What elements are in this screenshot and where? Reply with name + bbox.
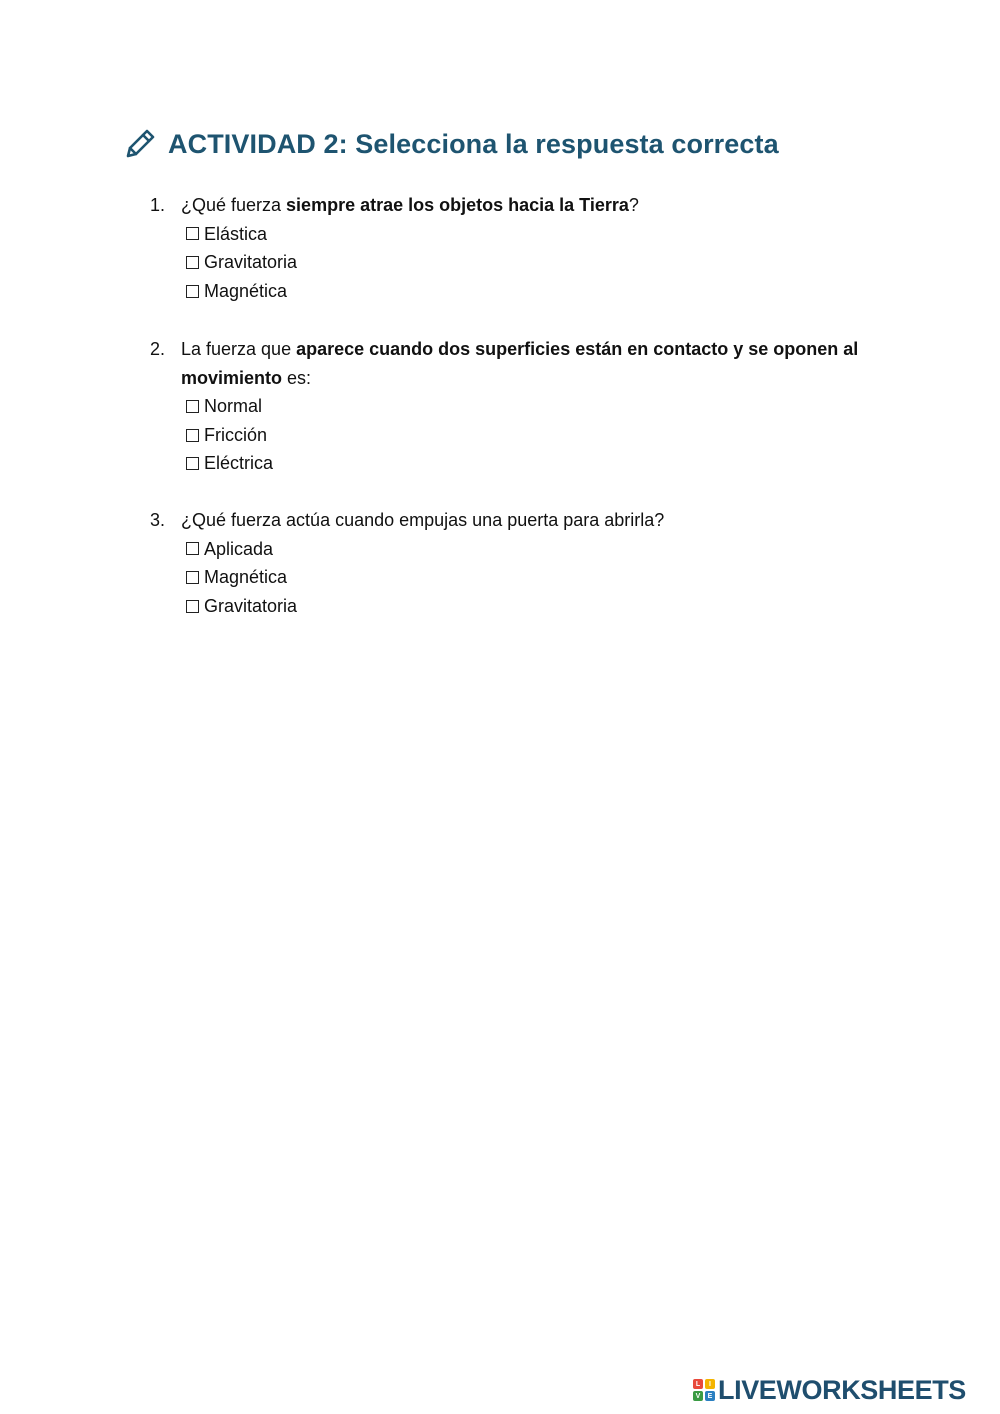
option-item[interactable] xyxy=(186,421,910,450)
option-item[interactable] xyxy=(186,592,910,621)
option-label: Gravitatoria xyxy=(204,595,298,616)
logo-text: LIVEWORKSHEETS xyxy=(718,1374,966,1405)
question-text-bold: siempre atrae los objetos hacia la Tierra xyxy=(286,195,629,215)
option-label: Magnética xyxy=(204,280,288,301)
question-2 xyxy=(150,335,910,478)
checkbox[interactable] xyxy=(186,542,199,555)
option-item[interactable] xyxy=(186,449,910,478)
checkbox[interactable] xyxy=(186,571,199,584)
option-label: Aplicada xyxy=(204,538,274,559)
checkbox[interactable] xyxy=(186,227,199,240)
page-title: ACTIVIDAD 2: Selecciona la respuesta correcta xyxy=(168,128,779,159)
checkbox[interactable] xyxy=(186,457,199,470)
activity-header xyxy=(122,124,779,164)
logo-mark xyxy=(693,1379,715,1401)
checkbox[interactable] xyxy=(186,429,199,442)
option-label: Magnética xyxy=(204,567,288,588)
checkbox[interactable] xyxy=(186,400,199,413)
logo-letter-v: V xyxy=(693,1391,703,1401)
option-item[interactable] xyxy=(186,392,910,421)
question-text-part: ? xyxy=(628,195,639,215)
question-text-part: ¿Qué fuerza xyxy=(181,195,287,215)
question-1 xyxy=(150,191,910,305)
option-label: Fricción xyxy=(204,424,268,445)
question-text-part: es: xyxy=(282,367,312,388)
option-item[interactable] xyxy=(186,563,910,592)
option-item[interactable] xyxy=(186,535,910,564)
option-label: Gravitatoria xyxy=(204,252,298,273)
liveworksheets-logo xyxy=(693,1373,966,1407)
question-number: 3. xyxy=(150,510,166,530)
option-label: Elástica xyxy=(204,223,268,244)
option-label: Normal xyxy=(204,396,263,417)
question-text xyxy=(181,506,910,535)
option-item[interactable] xyxy=(186,220,910,249)
question-text-bold: aparece cuando dos superficies están en contacto y se oponen al movimiento xyxy=(181,339,859,388)
option-item[interactable] xyxy=(186,248,910,277)
option-label: Eléctrica xyxy=(204,453,274,474)
question-3 xyxy=(150,506,910,620)
checkbox[interactable] xyxy=(186,256,199,269)
question-text-part: ¿Qué fuerza actúa cuando empujas una puerta para abrirla? xyxy=(181,510,665,530)
logo-letter-l: L xyxy=(693,1379,703,1389)
option-item[interactable] xyxy=(186,277,910,306)
question-text xyxy=(181,335,910,392)
logo-letter-i: I xyxy=(705,1379,715,1389)
question-text xyxy=(181,191,910,220)
logo-letter-e: E xyxy=(705,1391,715,1401)
question-number: 2. xyxy=(150,339,166,359)
checkbox[interactable] xyxy=(186,600,199,613)
checkbox[interactable] xyxy=(186,285,199,298)
question-number: 1. xyxy=(150,195,166,215)
question-text-part: La fuerza que xyxy=(181,339,297,359)
pencil-icon xyxy=(122,126,158,162)
